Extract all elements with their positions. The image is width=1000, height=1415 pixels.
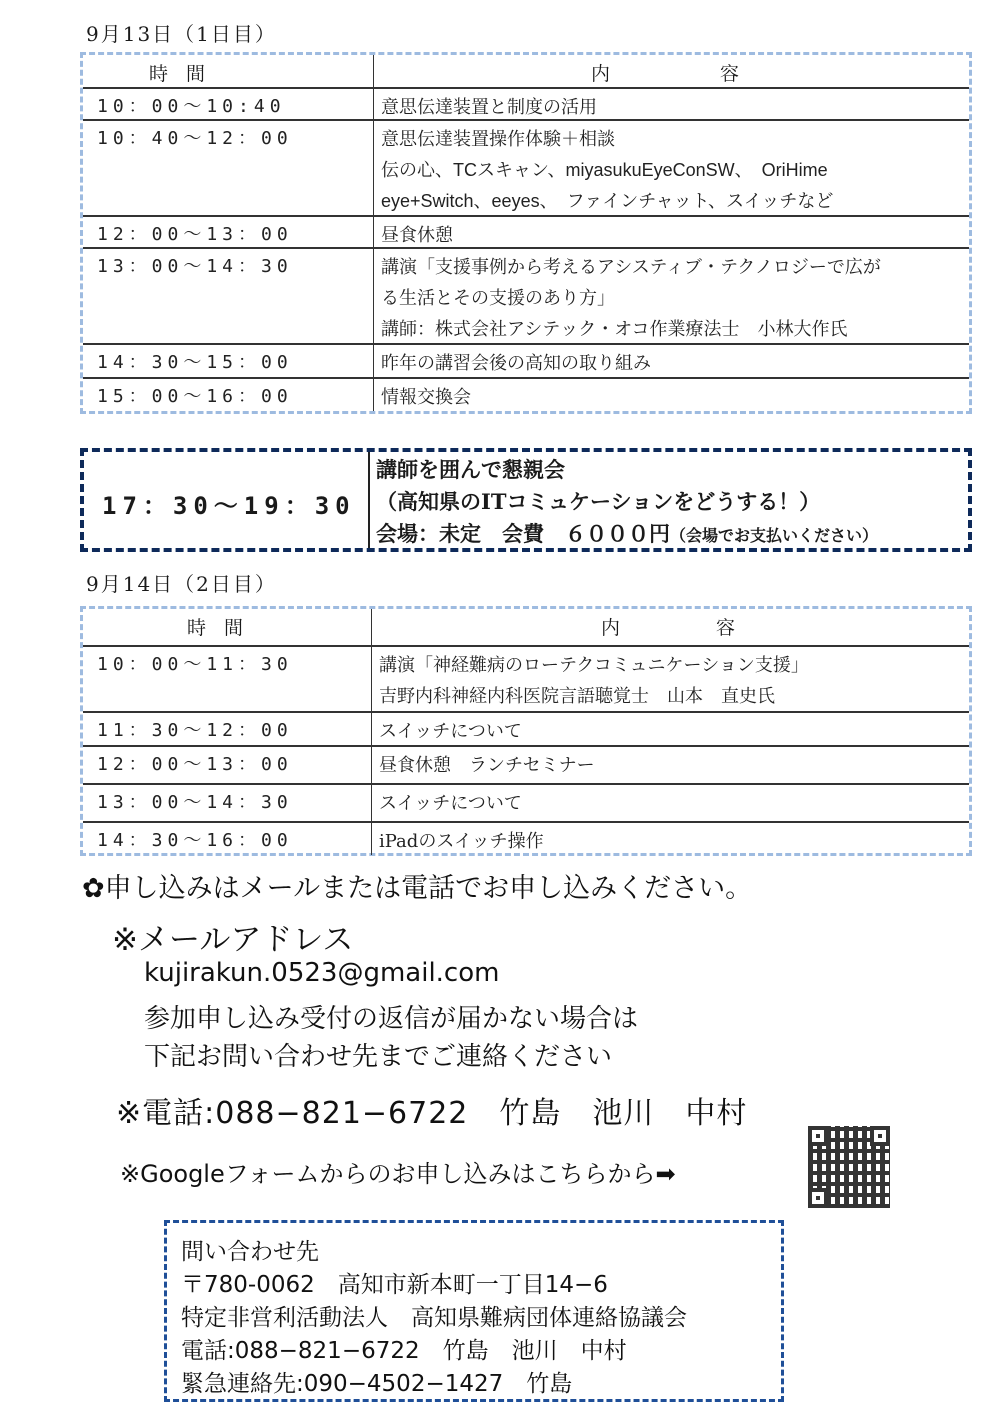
table-row bbox=[83, 217, 969, 249]
table-header-row bbox=[83, 55, 969, 89]
table-row bbox=[83, 823, 969, 855]
header-time: 時間 bbox=[187, 617, 262, 639]
flower-bullet-icon: ✿ bbox=[82, 873, 105, 904]
contact-org: 特定非営利活動法人 高知県難病団体連絡協議会 bbox=[181, 1305, 687, 1331]
mail-note-1: 参加申し込み受付の返信が届かない場合は bbox=[144, 1004, 639, 1034]
row-content: 昼食休憩 ランチセミナー bbox=[379, 755, 595, 776]
row-content: 意思伝達装置と制度の活用 bbox=[381, 97, 597, 118]
contact-phone: 電話:088−821−6722 竹島 池川 中村 bbox=[181, 1338, 627, 1364]
row-time: 10：40〜12：00 bbox=[97, 128, 293, 149]
row-content: 情報交換会 bbox=[381, 387, 471, 408]
table-row bbox=[83, 249, 969, 345]
party-details bbox=[376, 454, 878, 552]
table-row bbox=[83, 379, 969, 411]
row-content: 講演「支援事例から考えるアシスティブ・テクノロジーで広が る生活とその支援のあり方」 講師：株式会社アシテック・オコ作業療法士 小林大作氏 bbox=[381, 257, 881, 340]
party-title: 講師を囲んで懇親会 bbox=[376, 457, 565, 482]
row-content: 昨年の講習会後の高知の取り組み bbox=[381, 353, 651, 374]
day2-schedule-table bbox=[80, 606, 972, 856]
apply-text: 申し込みはメールまたは電話でお申し込みください。 bbox=[104, 873, 753, 904]
row-time: 10：00〜10:40 bbox=[97, 96, 286, 117]
row-content: スイッチについて bbox=[379, 721, 522, 742]
party-time: 17：30〜19：30 bbox=[102, 492, 356, 520]
day2-title: 9月14日（2日目） bbox=[86, 572, 277, 596]
table-header-row bbox=[83, 609, 969, 647]
table-row bbox=[83, 345, 969, 379]
row-time: 13：00〜14：30 bbox=[97, 256, 293, 277]
apply-heading bbox=[82, 866, 752, 905]
mail-heading: ※メールアドレス bbox=[112, 922, 354, 958]
row-content: 昼食休憩 bbox=[381, 225, 453, 246]
row-content: スイッチについて bbox=[379, 793, 522, 814]
party-subtitle: （高知県のITコミュケーションをどうする！） bbox=[376, 489, 821, 514]
table-row bbox=[83, 785, 969, 823]
contact-emergency: 緊急連絡先:090−4502−1427 竹島 bbox=[181, 1371, 573, 1397]
party-fee-note: （会場でお支払いください） bbox=[670, 526, 879, 545]
email-link[interactable]: kujirakun.0523@gmail.com bbox=[144, 958, 500, 988]
party-venue-fee: 会場：未定 会費 ６０００円（会場でお支払いください） bbox=[376, 521, 879, 546]
party-box bbox=[80, 448, 972, 552]
row-content: iPadのスイッチ操作 bbox=[379, 831, 544, 852]
row-time: 12：00〜13：00 bbox=[97, 224, 293, 245]
table-row bbox=[83, 747, 969, 785]
contact-title: 問い合わせ先 bbox=[181, 1239, 319, 1265]
phone-line: ※電話:088−821−6722 竹島 池川 中村 bbox=[116, 1096, 748, 1131]
row-content: 意思伝達装置操作体験＋相談 伝の心、TCスキャン、miyasukuEyeConSW、 OriHime eye+Switch、eeyes、 ファインチャット、スイッチなど bbox=[381, 129, 834, 211]
header-content: 内容 bbox=[601, 617, 832, 639]
row-time: 10：00〜11：30 bbox=[97, 654, 293, 675]
contact-address: 〒780-0062 高知市新本町一丁目14−6 bbox=[181, 1272, 608, 1298]
table-row bbox=[83, 713, 969, 747]
table-row bbox=[83, 647, 969, 713]
mail-note-2: 下記お問い合わせ先までご連絡ください bbox=[144, 1042, 613, 1072]
row-time: 12：00〜13：00 bbox=[97, 754, 293, 775]
row-time: 15：00〜16：00 bbox=[97, 386, 293, 407]
table-row bbox=[83, 121, 969, 217]
row-time: 14：30〜15：00 bbox=[97, 352, 293, 373]
header-content: 内容 bbox=[591, 63, 850, 85]
row-time: 14：30〜16：00 bbox=[97, 830, 293, 851]
google-form-line: ※Googleフォームからのお申し込みはこちらから➡ bbox=[120, 1160, 676, 1188]
row-time: 13：00〜14：30 bbox=[97, 792, 293, 813]
table-row bbox=[83, 89, 969, 121]
qr-code-icon[interactable] bbox=[808, 1126, 890, 1208]
contact-box bbox=[164, 1220, 784, 1402]
day1-schedule-table bbox=[80, 52, 972, 414]
row-content: 講演「神経難病のローテクコミュニケーション支援」 吉野内科神経内科医院言語聴覚士 山本 直史氏 bbox=[379, 655, 809, 707]
row-time: 11：30〜12：00 bbox=[97, 720, 293, 741]
day1-title: 9月13日（1日目） bbox=[86, 22, 277, 46]
header-time: 時間 bbox=[149, 63, 224, 85]
